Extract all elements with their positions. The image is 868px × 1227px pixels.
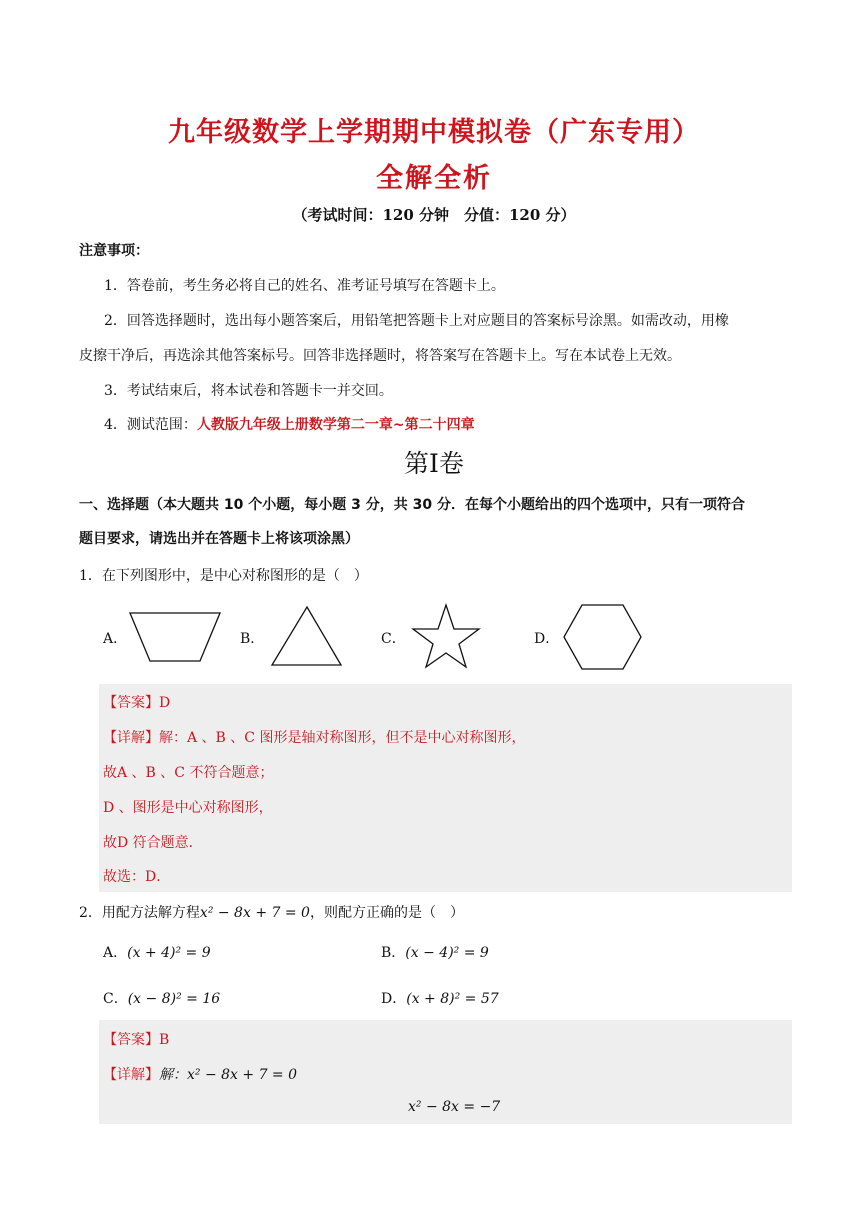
hexagon-shape xyxy=(561,603,645,671)
exam-info: （考试时间：120 分钟 分值：120 分） xyxy=(292,206,576,224)
notice-item-2-line-2: 皮擦干净后，再选涂其他答案标号。回答非选择题时，将答案写在答题卡上。写在本试卷上无效。 xyxy=(79,348,681,364)
q2-stem-prefix: 2．用配方法解方程 xyxy=(79,905,200,921)
notice-heading: 注意事项： xyxy=(79,243,149,259)
q1-detail-line-3: D 、图形是中心对称图形， xyxy=(103,800,273,816)
triangle-shape xyxy=(268,604,346,668)
q2-stem xyxy=(79,902,464,922)
answer-label: 【答案】 xyxy=(103,695,159,711)
detail-math: 解：x² − 8x + 7 = 0 xyxy=(159,1067,298,1083)
section-heading-line-2: 题目要求，请选出并在答题卡上将该项涂黑） xyxy=(79,531,359,547)
q2-option-b-expr: (x − 4)² = 9 xyxy=(405,945,489,961)
notice-item-2-line-1: 2．回答选择题时，选出每小题答案后，用铅笔把答题卡上对应题目的答案标号涂黑。如需改动，用橡 xyxy=(104,313,729,329)
trapezoid-shape xyxy=(125,611,225,663)
q2-option-b xyxy=(381,942,489,962)
q2-option-d-label: D． xyxy=(381,991,407,1007)
answer-value: D xyxy=(159,695,171,711)
q1-option-d-label: D． xyxy=(534,631,560,647)
q2-option-a xyxy=(103,942,211,962)
notice-item-3: 3．考试结束后，将本试卷和答题卡一并交回。 xyxy=(104,383,393,399)
document-subtitle: 全解全析 xyxy=(376,163,492,194)
q2-detail-line-1 xyxy=(103,1064,297,1084)
q1-detail-line-4: 故D 符合题意． xyxy=(103,835,203,851)
q2-option-c xyxy=(103,988,220,1008)
q1-detail-line-1 xyxy=(103,727,525,747)
q1-detail-line-2: 故A 、B 、C 不符合题意； xyxy=(103,765,274,781)
q2-option-d-expr: (x + 8)² = 57 xyxy=(406,991,499,1007)
section-heading-line-1: 一、选择题（本大题共 10 个小题，每小题 3 分，共 30 分．在每个小题给出的四个选项中，只有一项符合 xyxy=(79,497,745,513)
detail-label: 【详解】 xyxy=(103,1067,159,1083)
q2-detail-line-2: x² − 8x = −7 xyxy=(408,1099,501,1115)
test-range: 人教版九年级上册数学第二一章~第二十四章 xyxy=(196,417,475,433)
notice-item-4 xyxy=(104,414,475,434)
detail-label: 【详解】 xyxy=(103,730,159,746)
q1-answer-box xyxy=(99,684,792,892)
document-title: 九年级数学上学期期中模拟卷（广东专用） xyxy=(168,117,700,148)
q2-answer xyxy=(103,1029,169,1049)
answer-label: 【答案】 xyxy=(103,1032,159,1048)
q1-answer xyxy=(103,692,170,712)
notice-item-4-prefix: 4．测试范围： xyxy=(104,417,197,433)
q1-stem: 1．在下列图形中，是中心对称图形的是（ ） xyxy=(79,568,368,584)
q2-stem-suffix: ，则配方正确的是（ ） xyxy=(309,905,464,921)
notice-item-1: 1．答卷前，考生务必将自己的姓名、准考证号填写在答题卡上。 xyxy=(104,278,505,294)
q2-option-b-label: B． xyxy=(381,945,406,961)
q2-equation: x² − 8x + 7 = 0 xyxy=(199,905,310,921)
answer-value: B xyxy=(159,1032,170,1048)
q1-option-c-label: C． xyxy=(381,631,406,647)
q2-option-c-label: C． xyxy=(103,991,128,1007)
q2-option-a-expr: (x + 4)² = 9 xyxy=(127,945,211,961)
volume-title: 第Ⅰ卷 xyxy=(404,449,464,478)
q1-option-b-label: B． xyxy=(240,631,265,647)
q2-option-d xyxy=(381,988,499,1008)
q1-detail-line-5: 故选：D． xyxy=(103,869,171,885)
q2-option-c-expr: (x − 8)² = 16 xyxy=(127,991,221,1007)
q1-option-a-label: A． xyxy=(103,631,128,647)
detail-text: 解：A 、B 、C 图形是轴对称图形，但不是中心对称图形， xyxy=(159,730,526,746)
q2-option-a-label: A． xyxy=(103,945,128,961)
star-shape xyxy=(410,603,482,669)
